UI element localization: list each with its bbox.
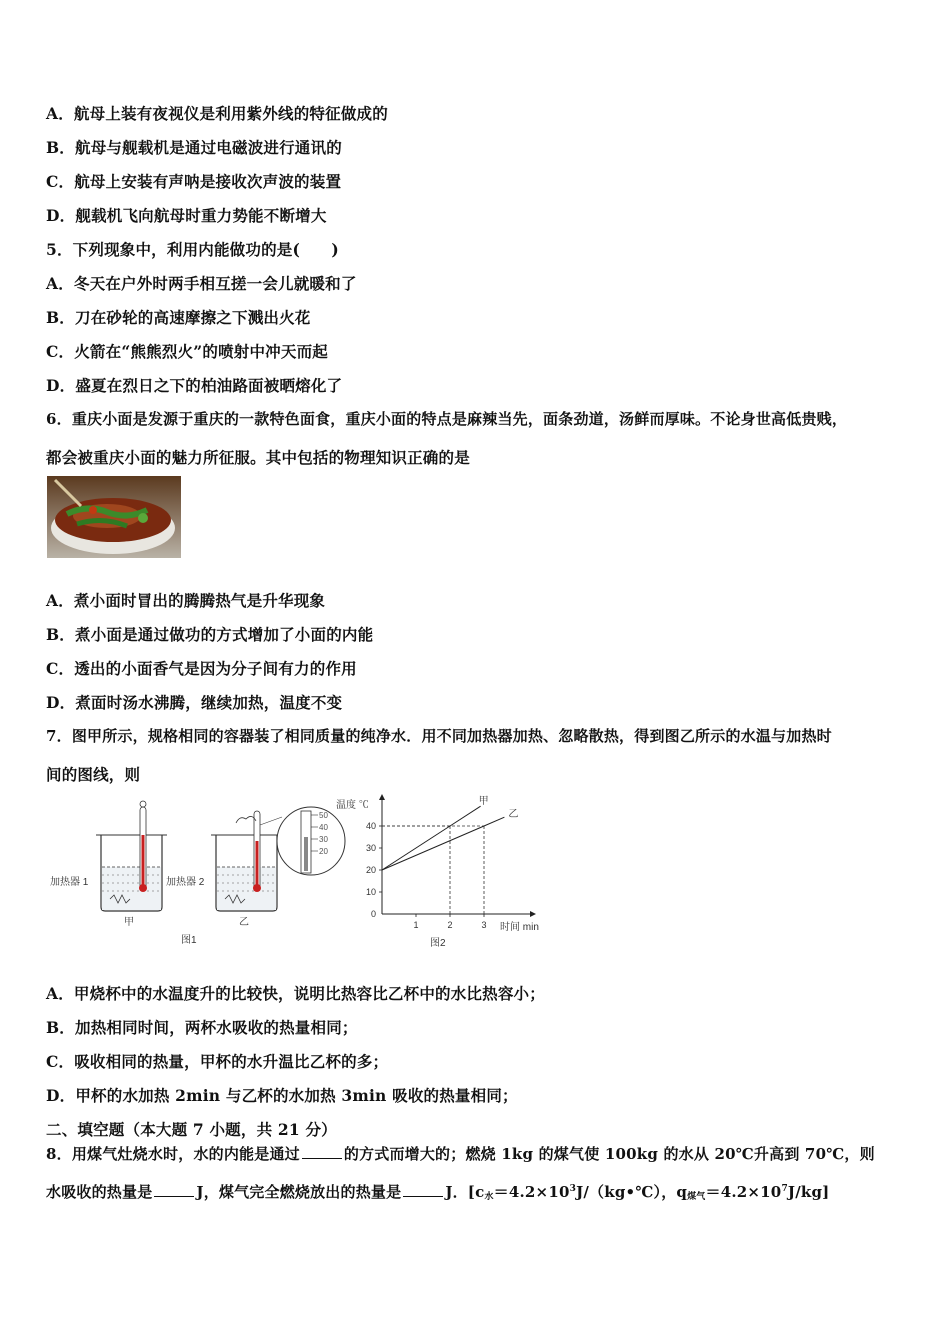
- q8-exp-7: 7: [781, 1184, 788, 1194]
- x-tick-label: 1: [413, 920, 419, 930]
- y-axis-arrow: [379, 794, 385, 800]
- thermo-tick-40: 40: [319, 823, 328, 832]
- q8-line1: [46, 1143, 875, 1164]
- q8-blank-1[interactable]: [302, 1144, 342, 1159]
- beaker-jia-label: 甲: [124, 917, 134, 928]
- y-tick-label: 10: [365, 887, 376, 897]
- q8-line2-e: J/（kg•℃），q: [576, 1183, 688, 1201]
- q8-line2-a: 水吸收的热量是: [46, 1183, 153, 1201]
- heater1-label: 加热器 1: [50, 877, 89, 888]
- figure2-chart: [330, 790, 560, 955]
- q8-line2-b: J，煤气完全燃烧放出的热量是: [196, 1183, 402, 1201]
- thermo-tick-50: 50: [319, 811, 328, 820]
- series-label-yi: 乙: [508, 809, 519, 821]
- x-axis-arrow: [530, 911, 536, 917]
- q8-line1-a: 8．用煤气灶烧水时，水的内能是通过: [46, 1145, 300, 1163]
- y-tick-label: 20: [365, 865, 376, 875]
- q7-option-c: C．吸收相同的热量，甲杯的水升温比乙杯的多；: [46, 1052, 389, 1071]
- figure1-caption: 图1: [181, 935, 197, 946]
- series-line-yi: [382, 817, 504, 870]
- q7-stem-line1: 7．图甲所示，规格相同的容器装了相同质量的纯净水．用不同加热器加热、忽略散热，得到图乙所示的水温与加热时: [46, 727, 832, 745]
- q4-option-c: C．航母上安装有声呐是接收次声波的装置: [46, 172, 342, 191]
- q8-blank-2[interactable]: [154, 1182, 194, 1197]
- figure1-beakers: [46, 795, 366, 955]
- section2-header: 二、填空题（本大题 7 小题，共 21 分）: [46, 1120, 337, 1139]
- x-tick-label: 3: [481, 920, 487, 930]
- q7-option-d: D．甲杯的水加热 2min 与乙杯的水加热 3min 吸收的热量相同；: [46, 1086, 518, 1105]
- q8-sub-water: 水: [484, 1192, 494, 1202]
- q6-option-c: C．透出的小面香气是因为分子间有力的作用: [46, 659, 357, 678]
- q6-stem-line2: 都会被重庆小面的魅力所征服。其中包括的物理知识正确的是: [46, 448, 470, 467]
- series-line-jia: [382, 806, 481, 870]
- q4-option-b: B．航母与舰载机是通过电磁波进行通讯的: [46, 138, 342, 157]
- series-label-jia: 甲: [478, 796, 489, 808]
- q8-exp-3: 3: [569, 1184, 577, 1194]
- y-tick-label: 0: [370, 909, 376, 919]
- q8-blank-3[interactable]: [403, 1182, 443, 1197]
- thermo-tick-20: 20: [319, 847, 328, 856]
- q4-option-a: A．航母上装有夜视仪是利用紫外线的特征做成的: [46, 104, 388, 123]
- q5-stem: 5．下列现象中，利用内能做功的是( ): [46, 240, 339, 259]
- y-tick-label: 40: [365, 821, 376, 831]
- q6-stem-line1: 6．重庆小面是发源于重庆的一款特色面食，重庆小面的特点是麻辣当先，面条劲道，汤鲜而厚味。不论身世高低贵贱，: [46, 410, 848, 428]
- q6-option-b: B．煮小面是通过做功的方式增加了小面的内能: [46, 625, 374, 644]
- q8-line2-f: ＝4.2×10: [705, 1183, 782, 1201]
- q8-line2-d: ＝4.2×10: [493, 1183, 570, 1201]
- x-axis-label: 时间 min: [500, 922, 539, 933]
- q5-option-b: B．刀在砂轮的高速摩擦之下溅出火花: [46, 308, 311, 327]
- q5-option-d: D．盛夏在烈日之下的柏油路面被晒熔化了: [46, 376, 343, 395]
- q8-sub-gas: 煤气: [687, 1192, 706, 1202]
- thermo-tick-30: 30: [319, 835, 328, 844]
- q5-option-a: A．冬天在户外时两手相互搓一会儿就暖和了: [46, 274, 357, 293]
- x-tick-label: 2: [447, 920, 453, 930]
- q5-option-c: C．火箭在“熊熊烈火”的喷射中冲天而起: [46, 342, 328, 361]
- beaker-yi-label: 乙: [239, 917, 249, 928]
- q6-option-a: A．煮小面时冒出的腾腾热气是升华现象: [46, 591, 326, 610]
- q8-line2: [46, 1181, 829, 1202]
- beaker-jia: [96, 801, 167, 911]
- q8-line1-b: 的方式而增大的；燃烧 1kg 的煤气使 100kg 的水从 20℃升高到 70℃，则: [343, 1145, 875, 1163]
- y-axis-label: 温度 ℃: [336, 800, 369, 811]
- heater2-label: 加热器 2: [166, 877, 205, 888]
- q4-option-d: D．舰载机飞向航母时重力势能不断增大: [46, 206, 327, 225]
- q8-line2-g: J/kg]: [787, 1183, 830, 1201]
- figure2-caption: 图2: [430, 938, 446, 949]
- noodle-bowl-photo: [47, 476, 181, 558]
- q7-stem-line2: 间的图线，则: [46, 765, 141, 784]
- q7-option-b: B．加热相同时间，两杯水吸收的热量相同；: [46, 1018, 358, 1037]
- q6-option-d: D．煮面时汤水沸腾，继续加热，温度不变: [46, 693, 343, 712]
- y-tick-label: 30: [365, 843, 376, 853]
- q7-option-a: A．甲烧杯中的水温度升的比较快，说明比热容比乙杯中的水比热容小；: [46, 984, 545, 1003]
- q8-line2-c: J．[c: [445, 1183, 485, 1201]
